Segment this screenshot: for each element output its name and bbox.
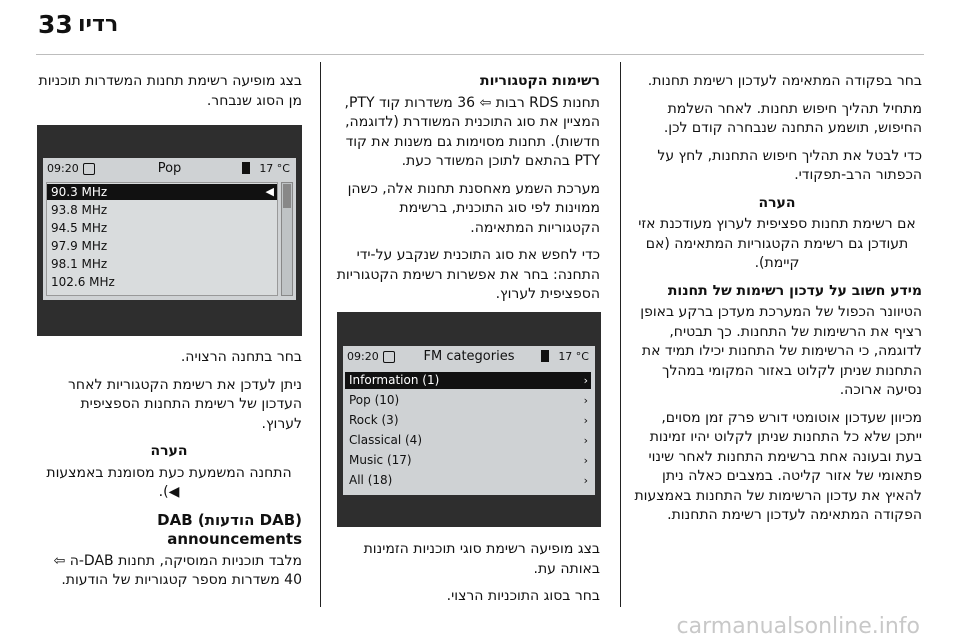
phone-icon	[541, 350, 549, 362]
column-divider-right	[620, 62, 621, 607]
note-title: הערה	[758, 194, 796, 211]
list-item[interactable]: 94.5 MHz	[51, 221, 108, 235]
screen-title: FM categories	[423, 349, 515, 364]
note-text: אם רשימת תחנות ספציפית לערוץ מעודכנת אזי תעודכן גם רשימת הקטגוריות המתאימה (אם קיימת).	[638, 216, 916, 271]
section-heading: (DAB הודעות) DAB announcements	[157, 510, 302, 548]
column-left-top	[36, 72, 302, 119]
list-item[interactable]: Rock (3) ›	[349, 413, 588, 427]
list-item[interactable]: Music (17) ›	[349, 453, 588, 467]
paragraph: כדי לבטל את תהליך חיפוש התחנות, לחץ על הכפתור הרב-תפקודי.	[657, 147, 922, 183]
clock: 09:20	[347, 350, 379, 363]
speaker-icon: ◀	[265, 185, 274, 198]
note-title: הערה	[150, 443, 188, 459]
page-title: רדיו	[78, 12, 119, 37]
paragraph: מערכת השמע מאחסנת תחנות אלה, כשהן ממוינות לפי סוג התוכנית, ברשימת הקטגוריות המתאימה.	[347, 180, 600, 236]
list-item[interactable]: All (18) ›	[349, 473, 588, 487]
paragraph: מלבד תוכניות המוסיקה, תחנות DAB-ה ⇦ 40 משדרות מספר קטגוריות של הודעות.	[53, 552, 302, 588]
status-bar	[343, 346, 595, 368]
paragraph: בחר בפקודה המתאימה לעדכון רשימת תחנות.	[647, 73, 922, 89]
list-item[interactable]: Information (1) ›	[345, 372, 591, 389]
paragraph: בצג מופיעה רשימת סוגי תוכניות הזמינות באותה עת.	[363, 541, 600, 577]
list-item[interactable]: Classical (4) ›	[349, 433, 588, 447]
list-item[interactable]: 102.6 MHz	[51, 275, 115, 289]
paragraph: ניתן לעדכן את רשימת הקטגוריות לאחר העדכון של רשימת התחנות הספציפית לערוץ.	[68, 376, 302, 432]
column-middle-bottom	[336, 540, 600, 615]
paragraph: בחר בסוג התוכניות הרצוי.	[446, 588, 600, 604]
list-item[interactable]: 90.3 MHz ◀	[47, 184, 277, 200]
list-item[interactable]: 93.8 MHz	[51, 203, 108, 217]
temperature: 17 °C	[558, 350, 589, 363]
paragraph: הטיוונר הכפול של המערכת מעדכן ברקע באופן רציף את הרשימות של התחנות. כך תבטיח, לדוגמה, כי הרשימות של התחנות יכילו תמיד את התחנות שניתן לקלוט באזור המקומי במהלך נסיעה ארוכה.	[640, 304, 922, 398]
phone-icon	[242, 162, 250, 174]
list-item[interactable]: Pop (10) ›	[349, 393, 588, 407]
paragraph: מכיוון שעדכון אוטומטי דורש פרק זמן מסוים, ייתכן שלא כל התחנות שניתן לקלוט יהיו זמינות בעת ובעונה אחת ברשימת התחנות לאחר שינוי פתאומי של אזור קליטה. במצבים כאלה ניתן להאיץ את עדכון הרשימות של התחנות באמצעות הפקודה המתאימה לעדכון רשימת התחנות.	[634, 409, 922, 523]
status-bar	[43, 158, 296, 180]
chevron-right-icon: ›	[583, 414, 588, 427]
paragraph: תחנות RDS רבות ⇦ 36 משדרות קוד PTY, המציין את סוג התוכנית המשודרת (לדוגמה, חדשות). תחנות מסוימות גם משנות את קוד PTY בהתאם לתוכן המשודר כעת.	[344, 94, 600, 169]
screenshot-pop	[43, 158, 296, 300]
list-item[interactable]: 97.9 MHz	[51, 239, 108, 253]
section-heading: רשימות הקטגוריות	[480, 73, 600, 89]
category-list	[345, 372, 591, 490]
page-number: 33	[38, 10, 73, 39]
note-text: התחנה המשמעת כעת מסומנת באמצעות ◀).	[46, 464, 292, 500]
column-middle	[336, 72, 600, 313]
column-divider-left	[320, 62, 321, 607]
column-left-bottom	[36, 348, 302, 599]
paragraph: בחר בתחנה הרצויה.	[180, 349, 302, 365]
station-list	[46, 182, 278, 296]
chevron-right-icon: ›	[583, 374, 588, 387]
scrollbar-thumb[interactable]	[283, 184, 291, 208]
chevron-right-icon: ›	[583, 454, 588, 467]
paragraph: מתחיל תהליך חיפוש תחנות. לאחר השלמת החיפוש, תושמע התחנה שנבחרה קודם לכן.	[663, 100, 922, 136]
screenshot-fm-categories	[343, 346, 595, 495]
clock: 09:20	[47, 162, 79, 175]
chevron-right-icon: ›	[583, 474, 588, 487]
column-right	[632, 72, 922, 534]
paragraph: כדי לחפש את סוג התוכנית שנקבע על-ידי התחנה: בחר את אפשרות רשימת הקטגוריות הספציפית לערוץ.	[336, 247, 600, 302]
chevron-right-icon: ›	[583, 394, 588, 407]
watermark: carmanualsonline.info	[676, 614, 920, 639]
header-divider	[36, 54, 924, 55]
paragraph: בצג מופיעה רשימת תחנות המשדרות תוכניות מן הסוג שנבחר.	[38, 73, 302, 109]
section-heading: מידע חשוב על עדכון רשימות של תחנות	[667, 282, 922, 299]
chevron-right-icon: ›	[583, 434, 588, 447]
screen-title: Pop	[157, 161, 182, 176]
scrollbar[interactable]	[281, 182, 293, 296]
temperature: 17 °C	[259, 162, 290, 175]
list-item[interactable]: 98.1 MHz	[51, 257, 108, 271]
